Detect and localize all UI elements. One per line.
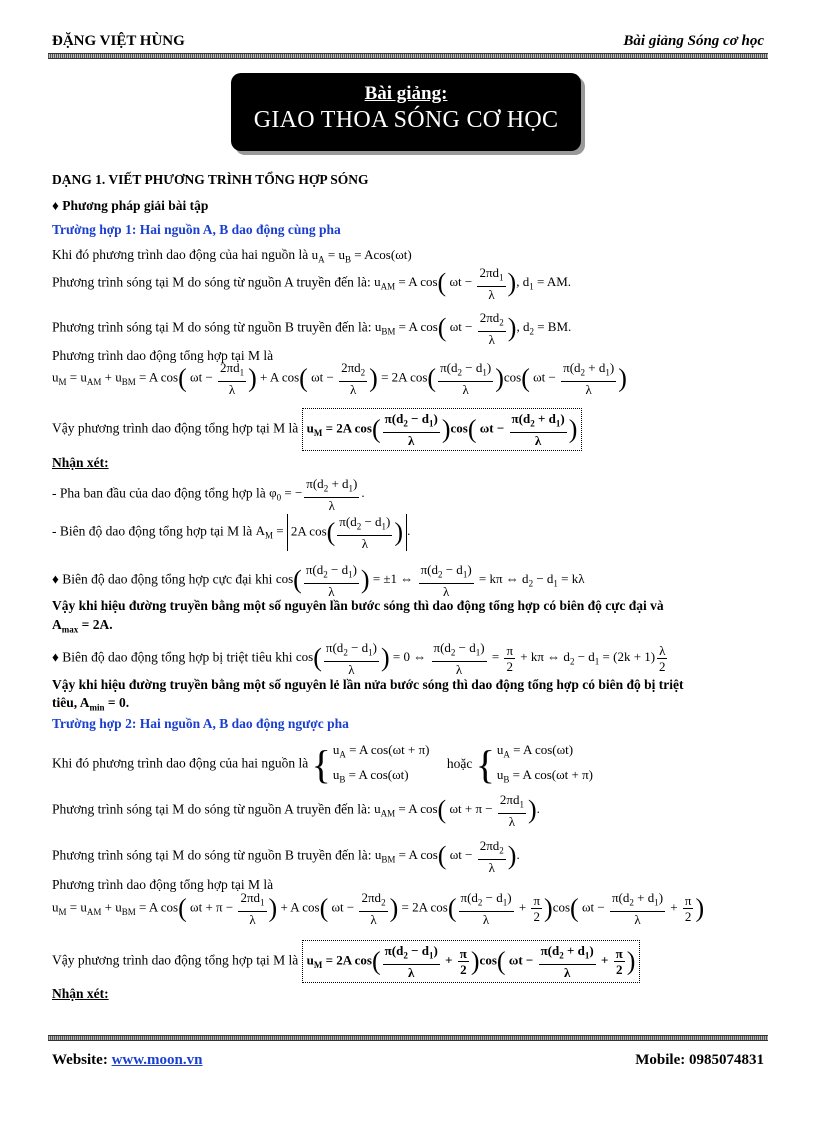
wave-b2-line: Phương trình sóng tại M do sóng từ nguồn B truyền đến là: $u_{BM} = A$ cos( ωt − $\frac{2\pi d_2}{\lambda}$ ). [52,838,520,875]
math-max: cos( $\frac{\pi(d_2 - d_1)}{\lambda}$ ) = ±1 ⇔ $\frac{\pi(d_2 - d_1)}{\lambda}$ = kπ ⇔ $d_2 - d_1 = k\lambda$ [275,562,585,599]
header-author: ĐẶNG VIỆT HÙNG [52,33,185,49]
website-link[interactable]: www.moon.vn [111,1052,203,1068]
amin-line: tiêu, $A_{min} = 0$. [52,695,130,713]
therefore2-line: Vậy phương trình dao động tổng hợp tại M là $u_M = 2A$ cos( $\frac{\pi(d_2 - d_1)}{\lambda}$ + $\frac{\pi}{2}$ )cos( ωt − $\frac{\pi(d_2 + d_1)}{\lambda}$ + $\frac{\pi}{2}$ ) [52,940,640,983]
math-c2-sources-a: { $u_A = A$ cos(ωt + π) $u_B = A$ cos(ωt) [311,741,430,787]
math-uam: $u_{AM} = A$ cos( ωt − $\frac{2\pi d_1}{\lambda}$ ), $d_1$ = AM. [374,265,572,302]
math-ubm2: $u_{BM} = A$ cos( ωt − $\frac{2\pi d_2}{\lambda}$ ). [374,838,520,875]
remark1-heading: Nhận xét: [52,455,109,470]
case1-heading: Trường hợp 1: Hai nguồn A, B dao động cùng pha [52,222,341,237]
header-course: Bài giảng Sóng cơ học [623,33,764,49]
math-min: cos( $\frac{\pi(d_2 - d_1)}{\lambda}$ ) = 0 ⇔ $\frac{\pi(d_2 - d_1)}{\lambda}$ = $\frac{\pi}{2}$ + kπ ⇔ $d_2 - d_1 = (2k + 1)$ $\frac{\lambda}{2}$ [295,640,666,677]
footer-website: Website: www.moon.vn [52,1052,203,1068]
header-rule [48,53,768,59]
math-um-sum: $u_M = u_{AM} + u_{BM} = A$ cos( ωt − $\frac{2\pi d_1}{\lambda}$ ) + A cos( ωt − $\frac{2\pi d_2}{\lambda}$ ) = 2A cos( $\frac{\pi(d_2 - d_1)}{\lambda}$ )cos( ωt − $\frac{\pi(d_2 + d_1)}{\lambda}$ ) [52,360,627,397]
footer-rule [48,1035,768,1041]
case2-heading: Trường hợp 2: Hai nguồn A, B dao động ngược pha [52,716,349,731]
c2-sources-line: Khi đó phương trình dao động của hai nguồn là { $u_A = A$ cos(ωt + π) $u_B = A$ cos(ωt) hoặc { $u_A = A$ cos(ωt) $u_B = A$ cos(ωt + π) [52,741,594,787]
section-heading: DẠNG 1. VIẾT PHƯƠNG TRÌNH TỔNG HỢP SÓNG [52,172,369,187]
combined-label: Phương trình dao động tổng hợp tại M là [52,348,274,363]
result1-box: $u_M = 2A$ cos( $\frac{\pi(d_2 - d_1)}{\lambda}$ )cos( ωt − $\frac{\pi(d_2 + d_1)}{\lambda}$ ) [302,408,583,451]
c1-sources-line: Khi đó phương trình dao động của hai nguồn là $u_A = u_B = Acos(\omega t)$ [52,247,412,265]
method-heading: ♦ Phương pháp giải bài tập [52,198,209,213]
amplitude-line: - Biên độ dao động tổng hợp tại M là $A_M = 2A$ cos( $\frac{\pi(d_2 - d_1)}{\lambda}$ ) . [52,514,411,551]
max-cond-line: ♦ Biên độ dao động tổng hợp cực đại khi cos( $\frac{\pi(d_2 - d_1)}{\lambda}$ ) = ±1 ⇔ $\frac{\pi(d_2 - d_1)}{\lambda}$ = kπ ⇔ $d_2 - d_1 = k\lambda$ [52,562,585,599]
remark2-heading: Nhận xét: [52,986,109,1001]
wave-b-line: Phương trình sóng tại M do sóng từ nguồn B truyền đến là: $u_{BM} = A$ cos( ωt − $\frac{2\pi d_2}{\lambda}$ ), $d_2$ = BM. [52,310,572,347]
min-conclusion: Vậy khi hiệu đường truyền bằng một số nguyên lẻ lần nửa bước sóng thì dao động tổng hợp có biên độ bị triệt [52,677,684,692]
math-ubm: $u_{BM} = A$ cos( ωt − $\frac{2\pi d_2}{\lambda}$ ), $d_2$ = BM. [374,310,572,347]
title-label: Bài giảng: [364,83,448,104]
result2-box: $u_M = 2A$ cos( $\frac{\pi(d_2 - d_1)}{\lambda}$ + $\frac{\pi}{2}$ )cos( ωt − $\frac{\pi(d_2 + d_1)}{\lambda}$ + $\frac{\pi}{2}$ ) [302,940,641,983]
math-uam2: $u_{AM} = A$ cos( ωt + π − $\frac{2\pi d_1}{\lambda}$ ). [374,792,540,829]
math-amplitude: $A_M = 2A$ cos( $\frac{\pi(d_2 - d_1)}{\lambda}$ ) . [255,514,411,551]
title-box [231,73,581,151]
max-conclusion: Vậy khi hiệu đường truyền bằng một số nguyên lần bước sóng thì dao động tổng hợp có biên độ cực đại và [52,598,664,613]
math-phase: $\varphi_0$ = − $\frac{\pi(d_2 + d_1)}{\lambda}$ . [269,476,365,513]
math-sources: $u_A = u_B = Acos(\omega t)$ [311,247,412,265]
combined2-label: Phương trình dao động tổng hợp tại M là [52,877,274,892]
page-title: GIAO THOA SÓNG CƠ HỌC [253,107,559,133]
math-c2-sources-b: { $u_A = A$ cos(ωt) $u_B = A$ cos(ωt + π) [475,741,594,787]
min-cond-line: ♦ Biên độ dao động tổng hợp bị triệt tiêu khi cos( $\frac{\pi(d_2 - d_1)}{\lambda}$ ) = 0 ⇔ $\frac{\pi(d_2 - d_1)}{\lambda}$ = $\frac{\pi}{2}$ + kπ ⇔ $d_2 - d_1 = (2k + 1)$ $\frac{\lambda}{2}$ [52,640,669,677]
wave-a2-line: Phương trình sóng tại M do sóng từ nguồn A truyền đến là: $u_{AM} = A$ cos( ωt + π − $\frac{2\pi d_1}{\lambda}$ ). [52,792,540,829]
footer-mobile: Mobile: 0985074831 [635,1052,764,1068]
math-um-sum2: $u_M = u_{AM} + u_{BM} = A$ cos( ωt + π − $\frac{2\pi d_1}{\lambda}$ ) + A cos( ωt − $\frac{2\pi d_2}{\lambda}$ ) = 2A cos( $\frac{\pi(d_2 - d_1)}{\lambda}$ + $\frac{\pi}{2}$ )cos( ωt − $\frac{\pi(d_2 + d_1)}{\lambda}$ + $\frac{\pi}{2}$ ) [52,890,705,927]
wave-a-line: Phương trình sóng tại M do sóng từ nguồn A truyền đến là: $u_{AM} = A$ cos( ωt − $\frac{2\pi d_1}{\lambda}$ ), $d_1$ = AM. [52,265,572,302]
phase-line: - Pha ban đầu của dao động tổng hợp là $\varphi_0$ = − $\frac{\pi(d_2 + d_1)}{\lambda}$ . [52,476,365,513]
amax-line: $A_{max} = 2A$. [52,617,113,635]
therefore1-line: Vậy phương trình dao động tổng hợp tại M là $u_M = 2A$ cos( $\frac{\pi(d_2 - d_1)}{\lambda}$ )cos( ωt − $\frac{\pi(d_2 + d_1)}{\lambda}$ ) [52,408,582,451]
